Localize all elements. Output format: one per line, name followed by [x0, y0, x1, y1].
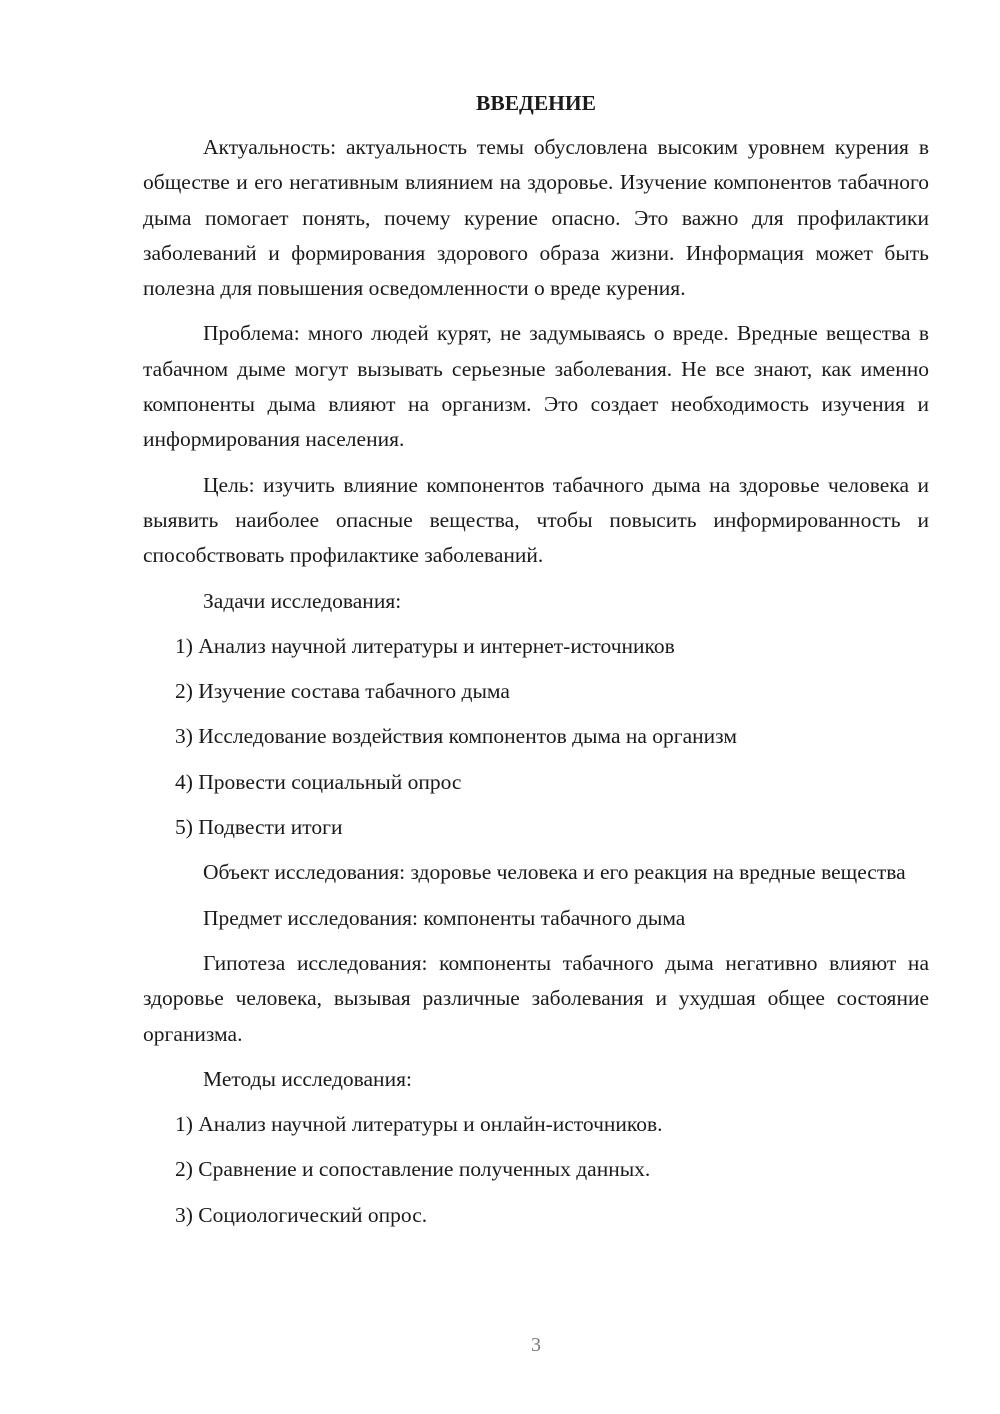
subject-paragraph: Предмет исследования: компоненты табачного дыма	[203, 905, 686, 930]
relevance-paragraph: Актуальность: актуальность темы обусловлена высоким уровнем курения в обществе и его негативным влиянием на здоровье. Изучение компонентов табачного дыма помогает понять, почему курение опасно. Это важно для профилактики заболеваний и формирования здорового образа жизни. Информация может быть полезна для повышения осведомленности о вреде курения.	[143, 135, 929, 301]
task-item: 5) Подвести итоги	[175, 815, 343, 840]
goal-paragraph: Цель: изучить влияние компонентов табачного дыма на здоровье человека и выявить наиболее опасные вещества, чтобы повысить информированность и способствовать профилактике заболеваний.	[143, 472, 929, 568]
task-item: 1) Анализ научной литературы и интернет-источников	[175, 633, 675, 658]
method-item: 3) Социологический опрос.	[175, 1202, 428, 1227]
methods-label: Методы исследования:	[203, 1066, 412, 1091]
document-page	[143, 88, 929, 1243]
page-title: ВВЕДЕНИЕ	[476, 91, 596, 115]
method-item: 1) Анализ научной литературы и онлайн-источников.	[175, 1112, 663, 1137]
object-paragraph: Объект исследования: здоровье человека и его реакция на вредные вещества	[203, 860, 906, 885]
task-item: 2) Изучение состава табачного дыма	[175, 679, 510, 704]
method-item: 2) Сравнение и сопоставление полученных данных.	[175, 1157, 651, 1182]
hypothesis-paragraph: Гипотеза исследования: компоненты табачного дыма негативно влияют на здоровье человека, вызывая различные заболевания и ухудшая общее состояние организма.	[143, 950, 929, 1046]
tasks-label: Задачи исследования:	[203, 588, 402, 613]
task-item: 3) Исследование воздействия компонентов дыма на организм	[175, 724, 737, 749]
page-number: 3	[531, 1334, 541, 1356]
task-item: 4) Провести социальный опрос	[175, 769, 462, 794]
problem-paragraph: Проблема: много людей курят, не задумываясь о вреде. Вредные вещества в табачном дыме могут вызывать серьезные заболевания. Не все знают, как именно компоненты дыма влияют на организм. Это создает необходимость изучения и информирования населения.	[143, 321, 929, 452]
